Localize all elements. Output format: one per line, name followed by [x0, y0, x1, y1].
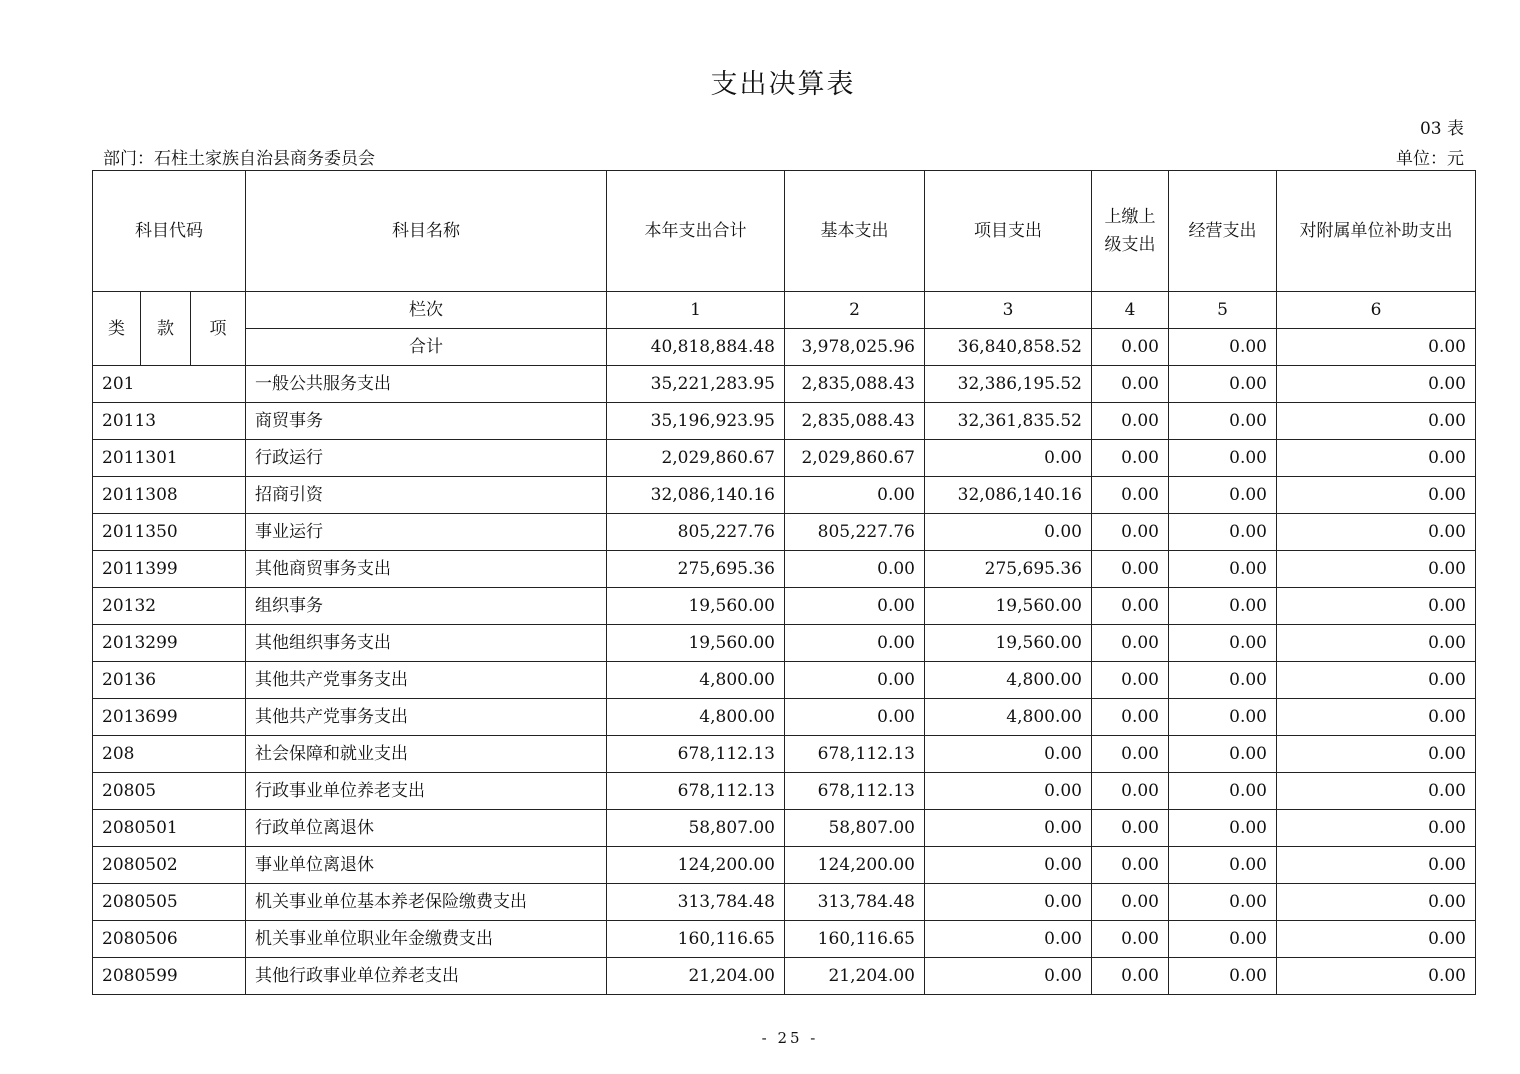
row-value: 805,227.76 — [785, 514, 925, 551]
row-name: 其他共产党事务支出 — [246, 662, 607, 699]
row-name: 商贸事务 — [246, 403, 607, 440]
header-upper-line2: 级支出 — [1104, 235, 1156, 255]
table-row — [93, 588, 1476, 625]
row-value: 0.00 — [1277, 625, 1476, 662]
row-code: 2013699 — [93, 699, 246, 736]
header-upper-line1: 上缴上 — [1104, 207, 1156, 227]
row-code: 201 — [93, 366, 246, 403]
row-name: 机关事业单位职业年金缴费支出 — [246, 921, 607, 958]
col-number: 4 — [1092, 292, 1169, 329]
row-value: 0.00 — [1169, 884, 1277, 921]
row-value: 0.00 — [1169, 551, 1277, 588]
row-value: 0.00 — [1092, 551, 1169, 588]
row-value: 4,800.00 — [607, 699, 785, 736]
total-value: 0.00 — [1169, 329, 1277, 366]
row-value: 0.00 — [1092, 736, 1169, 773]
row-code: 2011350 — [93, 514, 246, 551]
table-row — [93, 440, 1476, 477]
row-name: 行政单位离退休 — [246, 810, 607, 847]
row-value: 0.00 — [1092, 514, 1169, 551]
row-name: 行政运行 — [246, 440, 607, 477]
row-code: 2011301 — [93, 440, 246, 477]
header-basic: 基本支出 — [785, 171, 925, 292]
total-value: 40,818,884.48 — [607, 329, 785, 366]
table-row — [93, 366, 1476, 403]
page-title: 支出决算表 — [710, 69, 856, 100]
col-number: 3 — [925, 292, 1092, 329]
row-value: 0.00 — [1277, 514, 1476, 551]
header-row — [93, 171, 1476, 292]
row-value: 0.00 — [1277, 810, 1476, 847]
unit-label: 单位：元 — [1396, 149, 1464, 169]
row-value: 0.00 — [1092, 958, 1169, 995]
row-value: 0.00 — [925, 810, 1092, 847]
row-value: 0.00 — [1277, 736, 1476, 773]
department-label: 部门：石柱土家族自治县商务委员会 — [103, 149, 375, 169]
row-value: 0.00 — [1277, 440, 1476, 477]
header-lei: 类 — [93, 292, 141, 366]
row-value: 0.00 — [785, 662, 925, 699]
header-total: 本年支出合计 — [607, 171, 785, 292]
row-value: 0.00 — [1169, 921, 1277, 958]
row-value: 678,112.13 — [607, 773, 785, 810]
row-code: 2013299 — [93, 625, 246, 662]
table-number: 03 表 — [1419, 119, 1464, 139]
col-number: 2 — [785, 292, 925, 329]
row-name: 行政事业单位养老支出 — [246, 773, 607, 810]
row-value: 0.00 — [925, 773, 1092, 810]
row-value: 0.00 — [1169, 477, 1277, 514]
col-number: 1 — [607, 292, 785, 329]
row-code: 2080501 — [93, 810, 246, 847]
row-value: 160,116.65 — [607, 921, 785, 958]
col-number: 6 — [1277, 292, 1476, 329]
row-code: 2080506 — [93, 921, 246, 958]
row-value: 160,116.65 — [785, 921, 925, 958]
row-value: 0.00 — [925, 514, 1092, 551]
row-value: 35,221,283.95 — [607, 366, 785, 403]
row-value: 19,560.00 — [925, 625, 1092, 662]
row-name: 事业单位离退休 — [246, 847, 607, 884]
row-value: 32,086,140.16 — [607, 477, 785, 514]
table-row — [93, 773, 1476, 810]
row-value: 0.00 — [1277, 366, 1476, 403]
row-value: 678,112.13 — [785, 773, 925, 810]
row-value: 58,807.00 — [785, 810, 925, 847]
table-row — [93, 699, 1476, 736]
row-value: 4,800.00 — [925, 699, 1092, 736]
row-code: 2011308 — [93, 477, 246, 514]
row-name: 事业运行 — [246, 514, 607, 551]
row-value: 0.00 — [1169, 440, 1277, 477]
col-number: 5 — [1169, 292, 1277, 329]
row-value: 4,800.00 — [607, 662, 785, 699]
row-value: 0.00 — [1169, 403, 1277, 440]
row-value: 0.00 — [1277, 588, 1476, 625]
row-value: 0.00 — [785, 551, 925, 588]
row-code: 2080505 — [93, 884, 246, 921]
row-value: 0.00 — [1169, 366, 1277, 403]
row-value: 0.00 — [1277, 699, 1476, 736]
row-code: 20132 — [93, 588, 246, 625]
row-value: 0.00 — [1277, 847, 1476, 884]
row-value: 0.00 — [1169, 514, 1277, 551]
row-value: 4,800.00 — [925, 662, 1092, 699]
table-row — [93, 921, 1476, 958]
row-value: 32,361,835.52 — [925, 403, 1092, 440]
row-value: 0.00 — [785, 588, 925, 625]
row-value: 2,029,860.67 — [785, 440, 925, 477]
row-value: 32,086,140.16 — [925, 477, 1092, 514]
row-value: 0.00 — [925, 958, 1092, 995]
row-value: 0.00 — [925, 847, 1092, 884]
row-value: 0.00 — [1169, 588, 1277, 625]
row-value: 313,784.48 — [785, 884, 925, 921]
total-row — [93, 329, 1476, 366]
row-value: 124,200.00 — [607, 847, 785, 884]
row-code: 208 — [93, 736, 246, 773]
page-number: - 25 - — [761, 1029, 819, 1047]
row-code: 20136 — [93, 662, 246, 699]
row-value: 19,560.00 — [925, 588, 1092, 625]
row-value: 0.00 — [1092, 921, 1169, 958]
row-value: 0.00 — [1092, 847, 1169, 884]
table-row — [93, 625, 1476, 662]
row-value: 0.00 — [1169, 662, 1277, 699]
row-value: 0.00 — [1169, 625, 1277, 662]
header-code: 科目代码 — [93, 171, 246, 292]
row-value: 19,560.00 — [607, 625, 785, 662]
row-name: 其他共产党事务支出 — [246, 699, 607, 736]
table-row — [93, 403, 1476, 440]
table-row — [93, 884, 1476, 921]
row-value: 2,835,088.43 — [785, 366, 925, 403]
row-value: 2,029,860.67 — [607, 440, 785, 477]
row-code: 20805 — [93, 773, 246, 810]
row-code: 2080599 — [93, 958, 246, 995]
row-value: 275,695.36 — [925, 551, 1092, 588]
row-value: 0.00 — [785, 625, 925, 662]
expenditure-table — [92, 170, 1476, 995]
row-value: 0.00 — [1169, 736, 1277, 773]
row-value: 0.00 — [1169, 699, 1277, 736]
row-name: 招商引资 — [246, 477, 607, 514]
row-value: 0.00 — [1092, 440, 1169, 477]
row-value: 678,112.13 — [785, 736, 925, 773]
row-code: 2011399 — [93, 551, 246, 588]
row-code: 2080502 — [93, 847, 246, 884]
row-value: 0.00 — [785, 477, 925, 514]
header-project: 项目支出 — [925, 171, 1092, 292]
row-value: 0.00 — [1277, 921, 1476, 958]
row-value: 0.00 — [1169, 810, 1277, 847]
header-name: 科目名称 — [246, 171, 607, 292]
row-value: 678,112.13 — [607, 736, 785, 773]
row-value: 805,227.76 — [607, 514, 785, 551]
header-subsidy: 对附属单位补助支出 — [1277, 171, 1476, 292]
row-value: 0.00 — [1277, 662, 1476, 699]
row-code: 20113 — [93, 403, 246, 440]
row-value: 0.00 — [1169, 958, 1277, 995]
table-row — [93, 736, 1476, 773]
row-name: 社会保障和就业支出 — [246, 736, 607, 773]
table-row — [93, 958, 1476, 995]
table-row — [93, 847, 1476, 884]
column-label: 栏次 — [246, 292, 607, 329]
row-value: 0.00 — [1277, 403, 1476, 440]
total-value: 36,840,858.52 — [925, 329, 1092, 366]
header-xiang: 项 — [191, 292, 246, 366]
row-value: 0.00 — [1277, 884, 1476, 921]
row-value: 0.00 — [1092, 588, 1169, 625]
total-value: 3,978,025.96 — [785, 329, 925, 366]
row-value: 0.00 — [785, 699, 925, 736]
row-name: 组织事务 — [246, 588, 607, 625]
row-value: 2,835,088.43 — [785, 403, 925, 440]
row-value: 0.00 — [1092, 662, 1169, 699]
row-value: 0.00 — [925, 440, 1092, 477]
table-row — [93, 662, 1476, 699]
row-value: 0.00 — [925, 921, 1092, 958]
total-value: 0.00 — [1277, 329, 1476, 366]
total-label: 合计 — [246, 329, 607, 366]
row-value: 124,200.00 — [785, 847, 925, 884]
row-name: 其他组织事务支出 — [246, 625, 607, 662]
row-value: 0.00 — [1277, 773, 1476, 810]
row-value: 0.00 — [1092, 625, 1169, 662]
table-row — [93, 810, 1476, 847]
row-value: 0.00 — [1277, 958, 1476, 995]
total-value: 0.00 — [1092, 329, 1169, 366]
row-value: 0.00 — [1169, 847, 1277, 884]
row-value: 32,386,195.52 — [925, 366, 1092, 403]
row-value: 0.00 — [925, 736, 1092, 773]
row-value: 0.00 — [1092, 884, 1169, 921]
table-row — [93, 477, 1476, 514]
header-business: 经营支出 — [1169, 171, 1277, 292]
row-value: 0.00 — [1092, 366, 1169, 403]
row-value: 21,204.00 — [607, 958, 785, 995]
row-value: 0.00 — [1277, 551, 1476, 588]
row-value: 0.00 — [1092, 403, 1169, 440]
row-value: 0.00 — [925, 884, 1092, 921]
row-value: 21,204.00 — [785, 958, 925, 995]
row-value: 0.00 — [1092, 810, 1169, 847]
table-row — [93, 551, 1476, 588]
table-row — [93, 514, 1476, 551]
row-value: 275,695.36 — [607, 551, 785, 588]
row-name: 机关事业单位基本养老保险缴费支出 — [246, 884, 607, 921]
header-kuan: 款 — [141, 292, 191, 366]
row-value: 0.00 — [1092, 699, 1169, 736]
column-number-row — [93, 292, 1476, 329]
row-value: 0.00 — [1092, 773, 1169, 810]
row-name: 其他行政事业单位养老支出 — [246, 958, 607, 995]
row-value: 0.00 — [1169, 773, 1277, 810]
row-value: 35,196,923.95 — [607, 403, 785, 440]
header-upper — [1092, 171, 1169, 292]
row-value: 58,807.00 — [607, 810, 785, 847]
row-name: 其他商贸事务支出 — [246, 551, 607, 588]
row-value: 313,784.48 — [607, 884, 785, 921]
row-value: 19,560.00 — [607, 588, 785, 625]
row-name: 一般公共服务支出 — [246, 366, 607, 403]
row-value: 0.00 — [1092, 477, 1169, 514]
row-value: 0.00 — [1277, 477, 1476, 514]
